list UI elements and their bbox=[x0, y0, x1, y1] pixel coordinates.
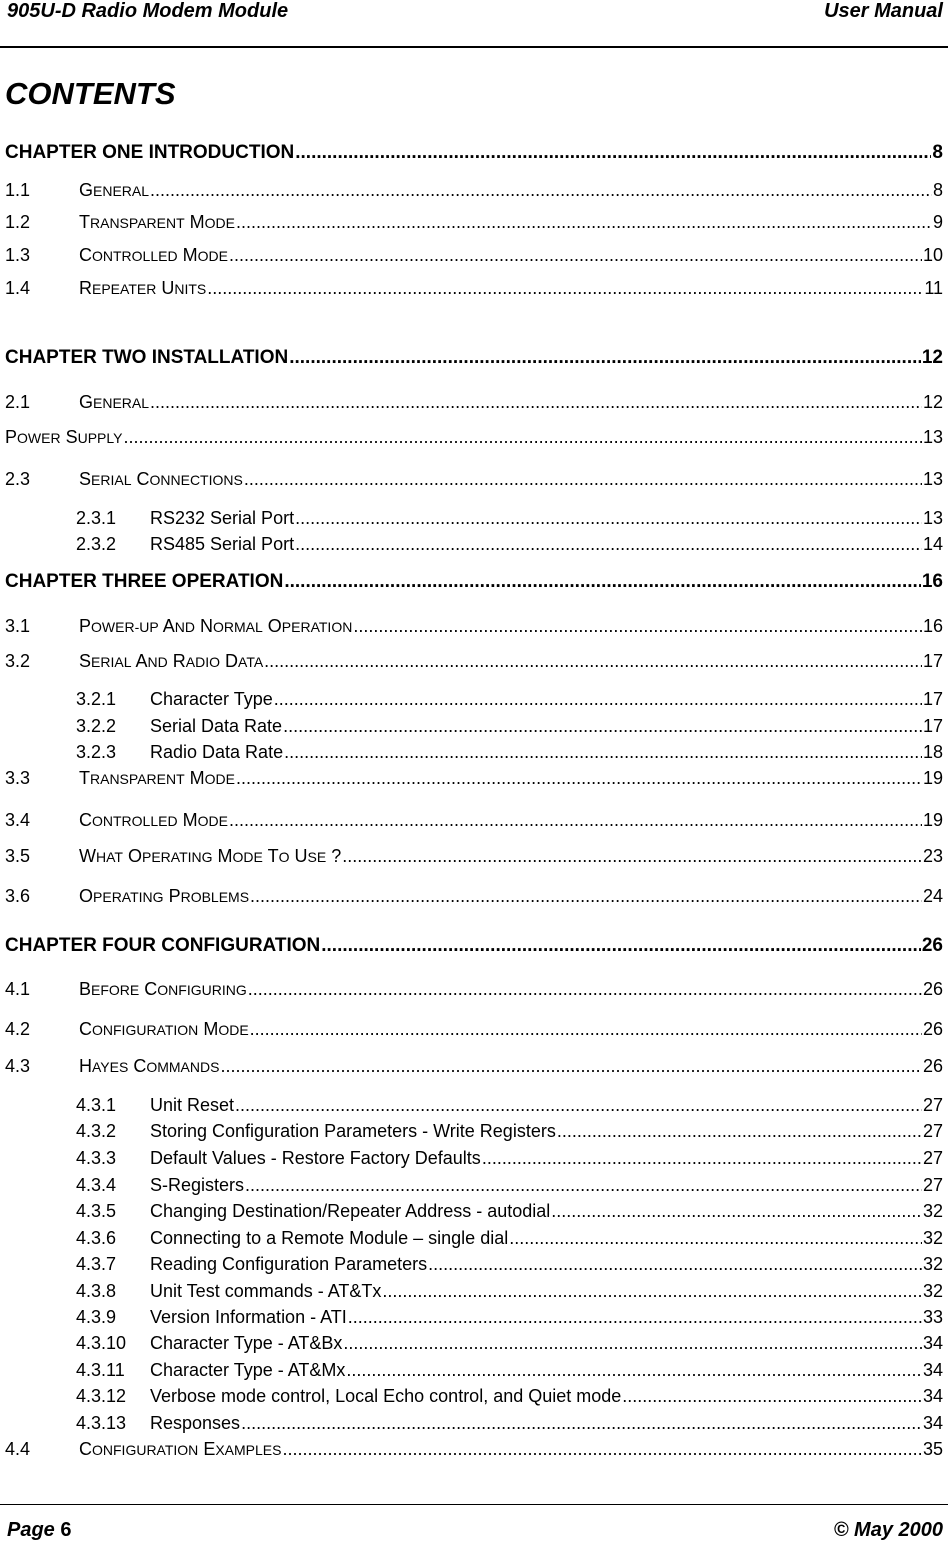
toc-page-number: 32 bbox=[922, 1201, 943, 1221]
toc-dot-leader bbox=[551, 1199, 922, 1223]
toc-dot-leader bbox=[342, 844, 922, 868]
toc-entry-number: 4.3.12 bbox=[76, 1386, 127, 1406]
toc-page-number: 27 bbox=[922, 1175, 943, 1195]
toc-chapter-entry[interactable] bbox=[5, 570, 943, 594]
toc-section-entry[interactable] bbox=[5, 425, 943, 449]
toc-page-number: 35 bbox=[922, 1439, 943, 1459]
toc-subsection-entry[interactable] bbox=[76, 687, 943, 711]
toc-entry-number: 3.1 bbox=[5, 616, 31, 636]
toc-page-number: 13 bbox=[922, 427, 943, 447]
toc-entry-title: Reading Configuration Parameters bbox=[150, 1254, 428, 1274]
footer-copyright-date: © May 2000 bbox=[833, 1519, 943, 1541]
toc-entry-number: 4.1 bbox=[5, 979, 31, 999]
toc-page-number: 32 bbox=[922, 1254, 943, 1274]
toc-subsection-entry[interactable] bbox=[76, 1279, 943, 1303]
toc-entry-number: 4.3.3 bbox=[76, 1148, 117, 1168]
toc-section-entry[interactable] bbox=[5, 977, 943, 1001]
toc-page-number: 11 bbox=[924, 278, 943, 298]
toc-entry-number: 3.2 bbox=[5, 651, 31, 671]
toc-entry-title: Default Values - Restore Factory Defaults bbox=[150, 1148, 481, 1168]
toc-page-number: 18 bbox=[922, 742, 943, 762]
toc-page-number: 26 bbox=[922, 979, 943, 999]
toc-chapter-entry[interactable] bbox=[5, 141, 943, 165]
toc-entry-title: CHAPTER THREE OPERATION bbox=[5, 571, 284, 592]
toc-entry-number: 1.2 bbox=[5, 212, 31, 232]
toc-page-number: 12 bbox=[922, 392, 943, 412]
toc-section-entry[interactable] bbox=[5, 390, 943, 414]
toc-section-entry[interactable] bbox=[5, 766, 943, 790]
toc-entry-number: 4.3.8 bbox=[76, 1281, 117, 1301]
toc-subsection-entry[interactable] bbox=[76, 1093, 943, 1117]
toc-page-number: 27 bbox=[922, 1148, 943, 1168]
toc-entry-title: S-Registers bbox=[150, 1175, 245, 1195]
toc-dot-leader bbox=[284, 740, 922, 764]
toc-subsection-entry[interactable] bbox=[76, 1199, 943, 1223]
toc-dot-leader bbox=[245, 1173, 922, 1197]
toc-entry-number: 4.3.2 bbox=[76, 1121, 117, 1141]
toc-entry-number: 4.3.9 bbox=[76, 1307, 117, 1327]
toc-entry-title: Serial Data Rate bbox=[150, 716, 283, 736]
toc-entry-title: Character Type - AT&Bx bbox=[150, 1333, 343, 1353]
toc-dot-leader bbox=[274, 687, 922, 711]
toc-page-number: 19 bbox=[922, 810, 943, 830]
toc-section-entry[interactable] bbox=[5, 844, 943, 868]
toc-dot-leader bbox=[229, 243, 922, 267]
toc-dot-leader bbox=[229, 808, 922, 832]
toc-section-entry[interactable] bbox=[5, 1054, 943, 1078]
toc-page-number: 10 bbox=[922, 245, 943, 265]
toc-entry-title: Connecting to a Remote Module – single dial bbox=[150, 1228, 509, 1248]
toc-dot-leader bbox=[235, 1093, 922, 1117]
toc-entry-title: POWER SUPPLY bbox=[5, 427, 123, 447]
toc-subsection-entry[interactable] bbox=[76, 1305, 943, 1329]
toc-page-number: 14 bbox=[922, 534, 943, 554]
toc-entry-number: 2.1 bbox=[5, 392, 31, 412]
toc-subsection-entry[interactable] bbox=[76, 1146, 943, 1170]
page-title: CONTENTS bbox=[5, 76, 176, 111]
toc-page-number: 9 bbox=[932, 212, 943, 232]
toc-section-entry[interactable] bbox=[5, 884, 943, 908]
toc-entry-number: 4.3.7 bbox=[76, 1254, 117, 1274]
toc-subsection-entry[interactable] bbox=[76, 1173, 943, 1197]
toc-entry-title: SERIAL CONNECTIONS bbox=[79, 469, 243, 489]
toc-entry-number: 2.3 bbox=[5, 469, 31, 489]
toc-subsection-entry[interactable] bbox=[76, 506, 943, 530]
toc-entry-number: 2.3.1 bbox=[76, 508, 117, 528]
toc-page-number: 17 bbox=[922, 651, 943, 671]
toc-page-number: 26 bbox=[922, 1056, 943, 1076]
header-manual-label: User Manual bbox=[824, 0, 943, 22]
toc-entry-title: TRANSPARENT MODE bbox=[79, 768, 236, 788]
page-header bbox=[5, 0, 943, 24]
toc-entry-number: 3.2.2 bbox=[76, 716, 117, 736]
toc-entry-title: CONTROLLED MODE bbox=[79, 245, 228, 265]
toc-page-number: 16 bbox=[922, 616, 943, 636]
toc-subsection-entry[interactable] bbox=[76, 1226, 943, 1250]
toc-dot-leader bbox=[382, 1279, 922, 1303]
toc-entry-title: SERIAL AND RADIO DATA bbox=[79, 651, 264, 671]
toc-page-number: 8 bbox=[932, 142, 943, 163]
toc-dot-leader bbox=[248, 977, 922, 1001]
toc-entry-title: OPERATING PROBLEMS bbox=[79, 886, 250, 906]
toc-page-number: 27 bbox=[922, 1121, 943, 1141]
toc-page-number: 33 bbox=[922, 1307, 943, 1327]
toc-page-number: 8 bbox=[932, 180, 943, 200]
toc-dot-leader bbox=[509, 1226, 922, 1250]
toc-page-number: 34 bbox=[922, 1413, 943, 1433]
toc-dot-leader bbox=[264, 649, 922, 673]
toc-section-entry[interactable] bbox=[5, 614, 943, 638]
toc-dot-leader bbox=[283, 714, 922, 738]
toc-subsection-entry[interactable] bbox=[76, 1358, 943, 1382]
toc-entry-number: 3.2.1 bbox=[76, 689, 117, 709]
header-rule bbox=[0, 46, 948, 48]
toc-dot-leader bbox=[250, 1017, 922, 1041]
toc-section-entry[interactable] bbox=[5, 1017, 943, 1041]
header-document-title: 905U-D Radio Modem Module bbox=[7, 0, 289, 22]
toc-section-entry[interactable] bbox=[5, 276, 943, 300]
toc-page-number: 13 bbox=[922, 469, 943, 489]
toc-dot-leader bbox=[284, 570, 921, 594]
toc-entry-number: 1.3 bbox=[5, 245, 31, 265]
toc-entry-number: 4.3.10 bbox=[76, 1333, 127, 1353]
toc-entry-number: 2.3.2 bbox=[76, 534, 117, 554]
toc-dot-leader bbox=[282, 1437, 922, 1461]
toc-entry-title: REPEATER UNITS bbox=[79, 278, 207, 298]
toc-subsection-entry[interactable] bbox=[76, 1119, 943, 1143]
toc-dot-leader bbox=[353, 614, 922, 638]
toc-page-number: 26 bbox=[922, 1019, 943, 1039]
toc-entry-title: CHAPTER ONE INTRODUCTION bbox=[5, 142, 295, 163]
toc-entry-number: 1.4 bbox=[5, 278, 31, 298]
toc-dot-leader bbox=[343, 1331, 922, 1355]
toc-dot-leader bbox=[622, 1384, 922, 1408]
toc-chapter-entry[interactable] bbox=[5, 934, 943, 958]
toc-entry-title: GENERAL bbox=[79, 392, 150, 412]
toc-dot-leader bbox=[557, 1119, 922, 1143]
toc-page-number: 32 bbox=[922, 1281, 943, 1301]
toc-entry-title: Character Type - AT&Mx bbox=[150, 1360, 346, 1380]
toc-entry-title: CHAPTER FOUR CONFIGURATION bbox=[5, 935, 321, 956]
page-footer bbox=[5, 1519, 943, 1545]
toc-entry-title: TRANSPARENT MODE bbox=[79, 212, 236, 232]
toc-dot-leader bbox=[220, 1054, 922, 1078]
footer-page-number: Page 6 bbox=[7, 1519, 72, 1541]
toc-section-entry[interactable] bbox=[5, 808, 943, 832]
toc-entry-title: CHAPTER TWO INSTALLATION bbox=[5, 347, 289, 368]
toc-entry-title: BEFORE CONFIGURING bbox=[79, 979, 247, 999]
toc-subsection-entry[interactable] bbox=[76, 532, 943, 556]
toc-chapter-entry[interactable] bbox=[5, 346, 943, 370]
toc-page-number: 16 bbox=[921, 571, 943, 592]
toc-entry-title: WHAT OPERATING MODE TO USE ? bbox=[79, 846, 342, 866]
toc-entry-number: 4.3 bbox=[5, 1056, 31, 1076]
toc-entry-title: Responses bbox=[150, 1413, 241, 1433]
toc-entry-title: POWER-UP AND NORMAL OPERATION bbox=[79, 616, 353, 636]
toc-dot-leader bbox=[428, 1252, 922, 1276]
toc-dot-leader bbox=[244, 467, 922, 491]
toc-section-entry[interactable] bbox=[5, 210, 943, 234]
toc-subsection-entry[interactable] bbox=[76, 1384, 943, 1408]
toc-entry-number: 4.3.11 bbox=[76, 1360, 125, 1380]
toc-dot-leader bbox=[482, 1146, 922, 1170]
toc-entry-title: CONFIGURATION EXAMPLES bbox=[79, 1439, 282, 1459]
toc-entry-number: 3.4 bbox=[5, 810, 31, 830]
toc-entry-number: 3.2.3 bbox=[76, 742, 117, 762]
toc-subsection-entry[interactable] bbox=[76, 1252, 943, 1276]
toc-section-entry[interactable] bbox=[5, 1437, 943, 1461]
toc-entry-title: CONFIGURATION MODE bbox=[79, 1019, 249, 1039]
toc-page-number: 32 bbox=[922, 1228, 943, 1248]
toc-entry-number: 4.3.13 bbox=[76, 1413, 127, 1433]
toc-dot-leader bbox=[236, 210, 932, 234]
toc-page-number: 23 bbox=[922, 846, 943, 866]
toc-subsection-entry[interactable] bbox=[76, 714, 943, 738]
toc-section-entry[interactable] bbox=[5, 178, 943, 202]
toc-dot-leader bbox=[241, 1411, 922, 1435]
toc-entry-title: RS485 Serial Port bbox=[150, 534, 295, 554]
toc-entry-title: Storing Configuration Parameters - Write Registers bbox=[150, 1121, 556, 1141]
toc-entry-title: RS232 Serial Port bbox=[150, 508, 295, 528]
toc-entry-title: GENERAL bbox=[79, 180, 150, 200]
toc-page-number: 19 bbox=[922, 768, 943, 788]
toc-dot-leader bbox=[150, 178, 932, 202]
toc-section-entry[interactable] bbox=[5, 649, 943, 673]
toc-entry-title: Version Information - ATI bbox=[150, 1307, 347, 1327]
toc-subsection-entry[interactable] bbox=[76, 1331, 943, 1355]
toc-page-number: 12 bbox=[921, 347, 943, 368]
toc-subsection-entry[interactable] bbox=[76, 1411, 943, 1435]
toc-entry-number: 1.1 bbox=[5, 180, 31, 200]
toc-dot-leader bbox=[295, 141, 931, 165]
footer-rule bbox=[0, 1504, 948, 1505]
toc-entry-title: CONTROLLED MODE bbox=[79, 810, 228, 830]
toc-page-number: 24 bbox=[922, 886, 943, 906]
toc-entry-title: HAYES COMMANDS bbox=[79, 1056, 220, 1076]
toc-page-number: 34 bbox=[922, 1333, 943, 1353]
toc-entry-number: 3.5 bbox=[5, 846, 31, 866]
toc-entry-number: 4.3.6 bbox=[76, 1228, 117, 1248]
toc-entry-number: 4.3.4 bbox=[76, 1175, 117, 1195]
toc-entry-title: Radio Data Rate bbox=[150, 742, 284, 762]
toc-dot-leader bbox=[207, 276, 923, 300]
toc-entry-number: 3.3 bbox=[5, 768, 31, 788]
toc-entry-number: 3.6 bbox=[5, 886, 31, 906]
toc-page-number: 26 bbox=[921, 935, 943, 956]
toc-dot-leader bbox=[321, 934, 921, 958]
toc-dot-leader bbox=[295, 532, 922, 556]
toc-page-number: 13 bbox=[922, 508, 943, 528]
toc-dot-leader bbox=[250, 884, 922, 908]
toc-entry-number: 4.3.1 bbox=[76, 1095, 117, 1115]
toc-entry-number: 4.2 bbox=[5, 1019, 31, 1039]
toc-section-entry[interactable] bbox=[5, 467, 943, 491]
toc-dot-leader bbox=[348, 1305, 922, 1329]
toc-page-number: 34 bbox=[922, 1386, 943, 1406]
toc-dot-leader bbox=[236, 766, 922, 790]
toc-dot-leader bbox=[150, 390, 922, 414]
toc-page-number: 17 bbox=[922, 716, 943, 736]
toc-entry-title: Character Type bbox=[150, 689, 273, 709]
toc-entry-title: Verbose mode control, Local Echo control, and Quiet mode bbox=[150, 1386, 622, 1406]
toc-dot-leader bbox=[295, 506, 922, 530]
toc-dot-leader bbox=[346, 1358, 922, 1382]
toc-page-number: 17 bbox=[922, 689, 943, 709]
toc-entry-title: Unit Reset bbox=[150, 1095, 235, 1115]
toc-entry-number: 4.4 bbox=[5, 1439, 31, 1459]
toc-section-entry[interactable] bbox=[5, 243, 943, 267]
toc-entry-title: Changing Destination/Repeater Address - autodial bbox=[150, 1201, 551, 1221]
toc-dot-leader bbox=[123, 425, 921, 449]
toc-page-number: 27 bbox=[922, 1095, 943, 1115]
toc-entry-number: 4.3.5 bbox=[76, 1201, 117, 1221]
toc-dot-leader bbox=[289, 346, 921, 370]
toc-page-number: 34 bbox=[922, 1360, 943, 1380]
toc-entry-title: Unit Test commands - AT&Tx bbox=[150, 1281, 382, 1301]
toc-subsection-entry[interactable] bbox=[76, 740, 943, 764]
